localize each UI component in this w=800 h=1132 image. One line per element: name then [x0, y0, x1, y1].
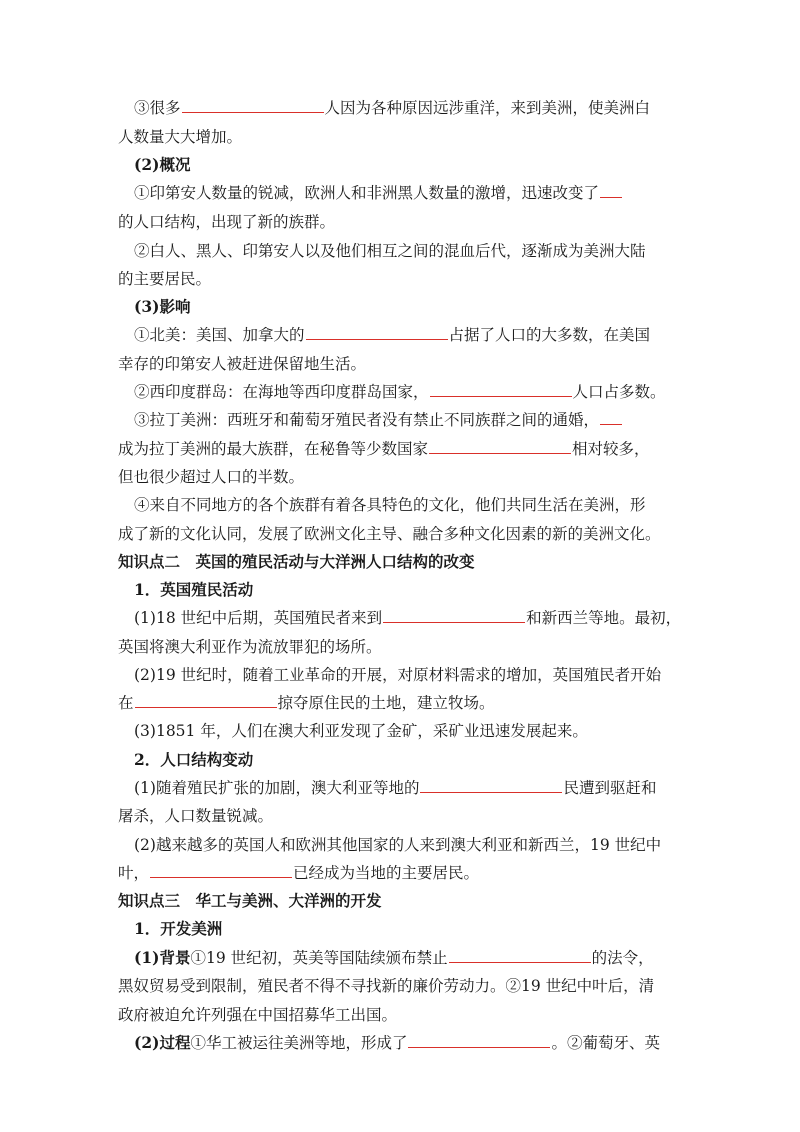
- subheading: 2．人口结构变动: [134, 750, 254, 769]
- paragraph-line: ②白人、黑人、印第安人以及他们相互之间的混血后代，逐渐成为美洲大陆: [134, 242, 646, 260]
- paragraph-line: 的主要居民。: [118, 270, 212, 288]
- paragraph-line: (3)1851 年，人们在澳大利亚发现了金矿，采矿业迅速发展起来。: [134, 722, 588, 740]
- paragraph-line: (2)19 世纪时，随着工业革命的开展，对原材料需求的增加，英国殖民者开始: [134, 666, 662, 684]
- paragraph-line: 的人口结构，出现了新的族群。: [118, 213, 336, 231]
- paragraph-line: ②西印度群岛：在海地等西印度群岛国家， 人口占多数。: [134, 383, 666, 401]
- paragraph-line: 幸存的印第安人被赶进保留地生活。: [118, 355, 367, 373]
- paragraph-line: 人数量大大增加。: [118, 128, 243, 146]
- paragraph-line: 成为拉丁美洲的最大族群，在秘鲁等少数国家 相对较多，: [118, 440, 650, 458]
- paragraph-line: (2)越来越多的英国人和欧洲其他国家的人来到澳大利亚和新西兰，19 世纪中: [134, 836, 662, 854]
- section-title: 知识点二 英国的殖民活动与大洋洲人口结构的改变: [118, 552, 475, 571]
- paragraph-line: (1)随着殖民扩张的加剧，澳大利亚等地的 民遭到驱赶和: [134, 779, 657, 797]
- paragraph-line: 政府被迫允许列强在中国招募华工出国。: [118, 1006, 398, 1024]
- paragraph-line: 但也很少超过人口的半数。: [118, 468, 305, 486]
- paragraph-line: ④来自不同地方的各个族群有着各具特色的文化，他们共同生活在美洲，形: [134, 496, 646, 514]
- paragraph-line: 黑奴贸易受到限制，殖民者不得不寻找新的廉价劳动力。②19 世纪中叶后，清: [118, 977, 655, 995]
- paragraph-line: ③很多 人因为各种原因远涉重洋，来到美洲，使美洲白: [134, 99, 651, 117]
- fill-blank[interactable]: [420, 778, 562, 793]
- fill-blank[interactable]: [600, 183, 622, 198]
- fill-blank[interactable]: [135, 693, 277, 708]
- paragraph-line: ①北美：美国、加拿大的 占据了人口的大多数，在美国: [134, 326, 651, 344]
- fill-blank[interactable]: [600, 410, 622, 425]
- subheading: (2)概况: [134, 155, 191, 174]
- fill-blank[interactable]: [383, 608, 525, 623]
- paragraph-line: (2)过程①华工被运往美洲等地，形成了 。②葡萄牙、英: [134, 1033, 660, 1052]
- section-title: 知识点三 华工与美洲、大洋洲的开发: [118, 891, 382, 910]
- paragraph-line: 叶， 已经成为当地的主要居民。: [118, 864, 480, 882]
- paragraph-line: 成了新的文化认同，发展了欧洲文化主导、融合多种文化因素的新的美洲文化。: [118, 525, 661, 543]
- fill-blank[interactable]: [449, 948, 591, 963]
- paragraph-line: 在 掠夺原住民的土地，建立牧场。: [118, 694, 495, 712]
- fill-blank[interactable]: [408, 1033, 550, 1048]
- paragraph-line: (1)背景①19 世纪初，英美等国陆续颁布禁止 的法令，: [134, 948, 654, 967]
- paragraph-line: ③拉丁美洲：西班牙和葡萄牙殖民者没有禁止不同族群之间的通婚，: [134, 409, 623, 431]
- fill-blank[interactable]: [182, 98, 324, 113]
- fill-blank[interactable]: [430, 382, 572, 397]
- paragraph-line: (1)18 世纪中后期，英国殖民者来到 和新西兰等地。最初，: [134, 609, 682, 627]
- fill-blank[interactable]: [429, 439, 571, 454]
- paragraph-line: ①印第安人数量的锐减，欧洲人和非洲黑人数量的激增，迅速改变了: [134, 182, 623, 204]
- fill-blank[interactable]: [306, 325, 448, 340]
- subheading: 1．英国殖民活动: [134, 580, 254, 599]
- paragraph-line: 屠杀，人口数量锐减。: [118, 807, 274, 825]
- paragraph-line: 英国将澳大利亚作为流放罪犯的场所。: [118, 638, 382, 656]
- subheading: 1．开发美洲: [134, 919, 223, 938]
- subheading: (3)影响: [134, 297, 191, 316]
- fill-blank[interactable]: [150, 863, 292, 878]
